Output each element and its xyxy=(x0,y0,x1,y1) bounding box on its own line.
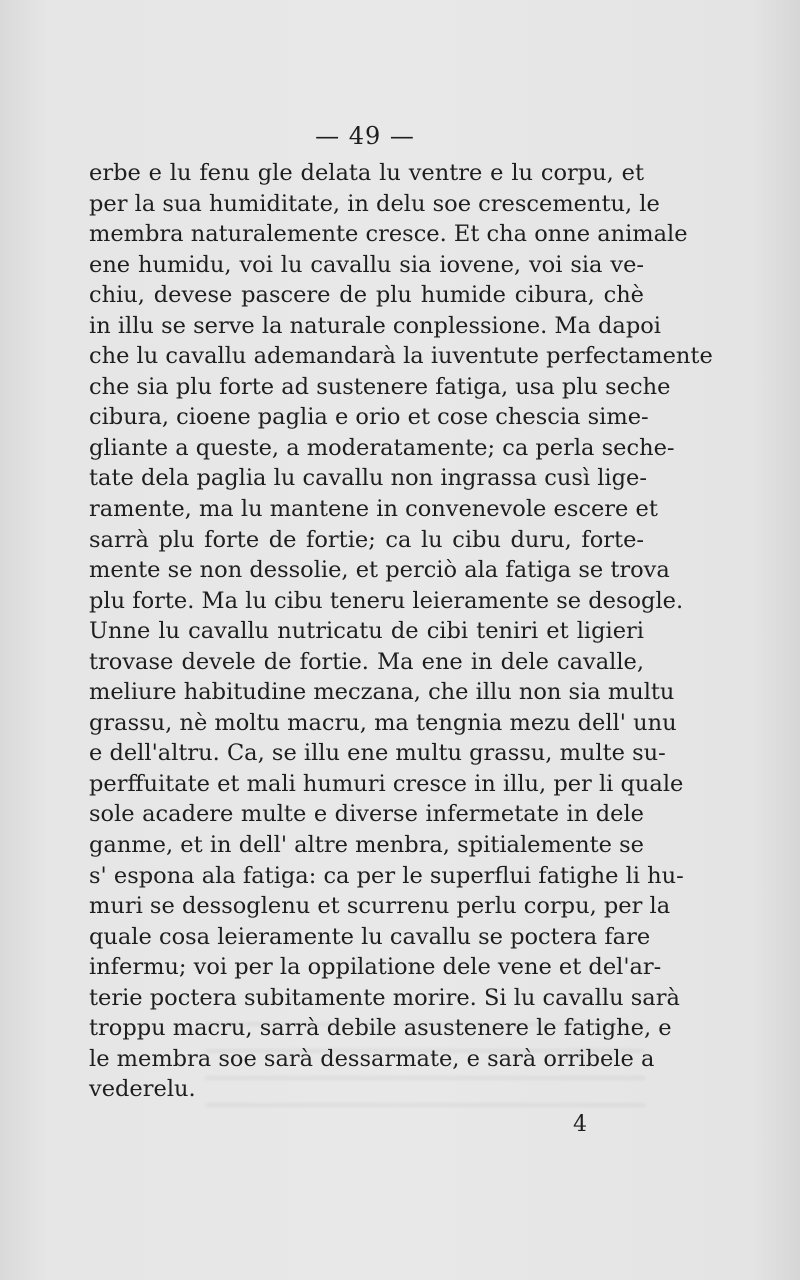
text-line: ganme, et in dell' altre menbra, spitialemente se xyxy=(89,832,644,859)
text-line: plu forte. Ma lu cibu teneru leieramente se desogle. xyxy=(89,587,684,614)
text-line: terie poctera subitamente morire. Si lu cavallu sarà xyxy=(89,984,680,1011)
text-line: perffuitate et mali humuri cresce in illu, per li quale xyxy=(89,770,684,797)
text-line: trovase devele de fortie. Ma ene in dele cavalle, xyxy=(89,648,644,675)
text-line: sarrà plu forte de fortie; ca lu cibu duru, forte- xyxy=(89,526,644,553)
text-line: che sia plu forte ad sustenere fatiga, usa plu seche xyxy=(89,373,671,400)
text-line: e dell'altru. Ca, se illu ene multu grassu, multe su- xyxy=(89,740,666,767)
signature-mark: 4 xyxy=(573,1112,587,1137)
text-line: le membra soe sarà dessarmate, e sarà orribele a xyxy=(89,1045,655,1072)
text-line: grassu, nè moltu macru, ma tengnia mezu dell' unu xyxy=(89,709,677,736)
text-line: s' espona ala fatiga: ca per le superflui fatighe li hu- xyxy=(89,862,684,889)
text-line: in illu se serve la naturale conplessione. Ma dapoi xyxy=(89,312,661,339)
text-line: ene humidu, voi lu cavallu sia iovene, voi sia ve- xyxy=(89,251,644,278)
text-line: gliante a queste, a moderatamente; ca perla seche- xyxy=(89,434,675,461)
text-line: ramente, ma lu mantene in convenevole escere et xyxy=(89,496,658,523)
text-line: chiu, devese pascere de plu humide cibura, chè xyxy=(89,282,644,309)
text-line: infermu; voi per la oppilatione dele vene et del'ar- xyxy=(89,954,662,981)
text-line: vederelu. xyxy=(89,1076,196,1103)
text-line: che lu cavallu ademandarà la iuventute perfectamente xyxy=(89,343,713,370)
text-line: mente se non dessolie, et perciò ala fatiga se trova xyxy=(89,557,670,584)
body-text xyxy=(89,158,713,1105)
text-line: sole acadere multe e diverse infermetate in dele xyxy=(89,801,644,828)
text-line: Unne lu cavallu nutricatu de cibi teniri et ligieri xyxy=(89,618,644,645)
text-line: erbe e lu fenu gle delata lu ventre e lu corpu, et xyxy=(89,160,644,186)
text-line: membra naturalemente cresce. Et cha onne animale xyxy=(89,221,688,248)
page-number-header: — 49 — xyxy=(315,122,415,150)
text-line: muri se dessoglenu et scurrenu perlu corpu, per la xyxy=(89,893,671,920)
text-line: troppu macru, sarrà debile asustenere le fatighe, e xyxy=(89,1015,672,1042)
text-line: per la sua humiditate, in delu soe crescementu, le xyxy=(89,190,660,217)
text-line: quale cosa leieramente lu cavallu se poctera fare xyxy=(89,923,651,950)
text-line: meliure habitudine meczana, che illu non sia multu xyxy=(89,679,675,706)
text-line: cibura, cioene paglia e orio et cose chescia sime- xyxy=(89,404,649,431)
text-line: tate dela paglia lu cavallu non ingrassa cusì lige- xyxy=(89,465,647,492)
